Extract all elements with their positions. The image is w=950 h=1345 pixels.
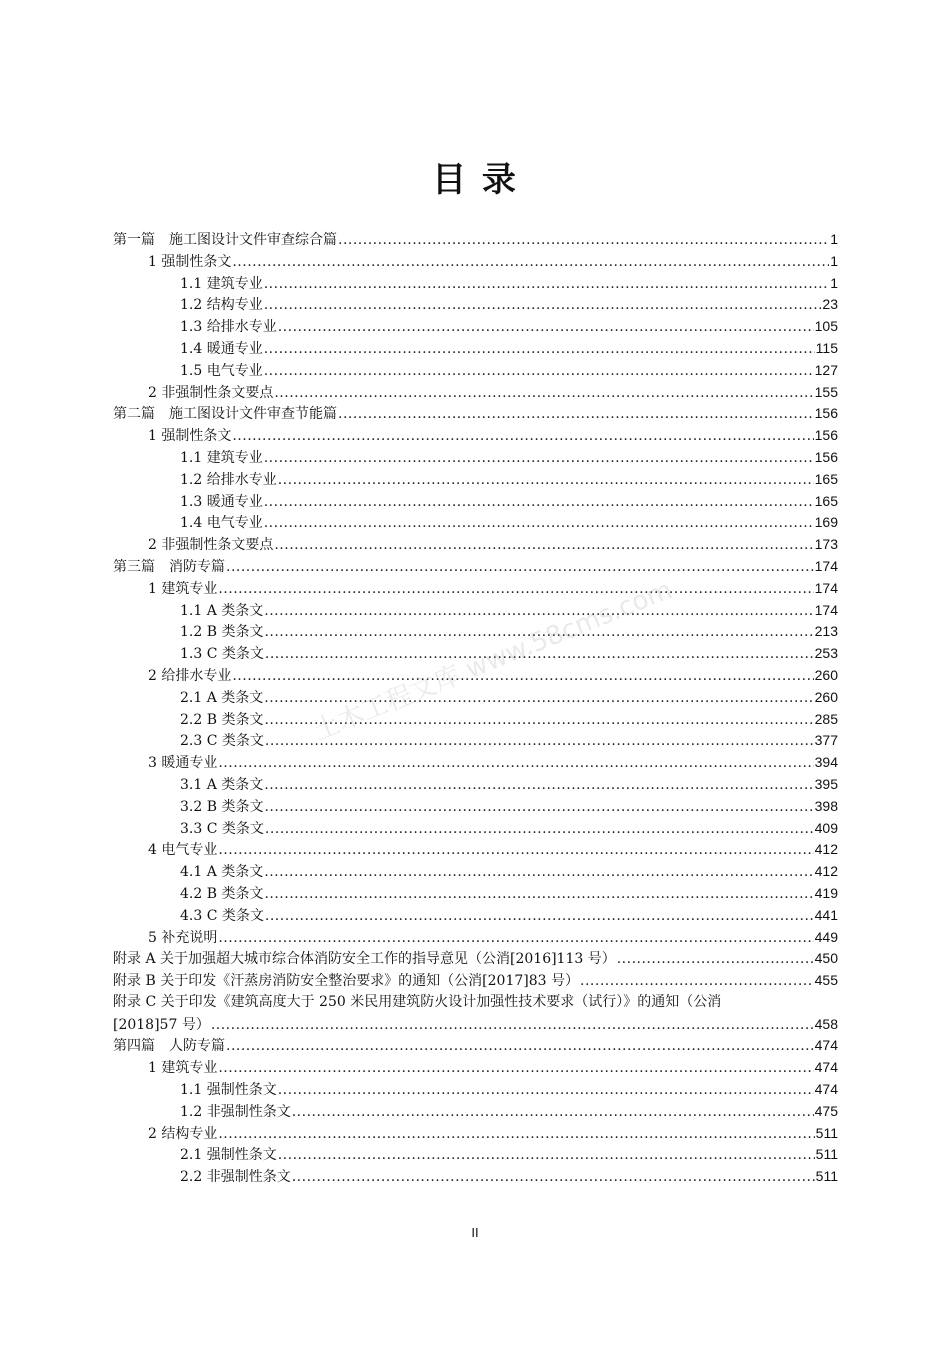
toc-entry-label: 1.1 建筑专业 — [180, 449, 263, 466]
toc-entry[interactable] — [113, 665, 838, 687]
toc-entry[interactable] — [113, 512, 838, 534]
dot-leader — [226, 557, 814, 579]
dot-leader — [211, 1015, 814, 1037]
dot-leader — [264, 862, 813, 884]
toc-entry-label: 3.1 A 类条文 — [180, 776, 264, 793]
dot-leader — [264, 775, 813, 797]
toc-entry-label: 1.1 建筑专业 — [180, 275, 263, 292]
toc-entry-label: 第一篇 施工图设计文件审查综合篇 — [113, 232, 337, 248]
dot-leader — [218, 928, 813, 950]
dot-leader — [265, 819, 814, 841]
toc-entry-label: 2.3 C 类条文 — [180, 733, 264, 750]
dot-leader — [278, 317, 814, 339]
toc-entry[interactable] — [113, 403, 838, 425]
toc-entry[interactable] — [113, 905, 838, 927]
dot-leader — [278, 1080, 814, 1102]
toc-entry-page: 253 — [814, 645, 838, 662]
dot-leader — [338, 404, 814, 426]
toc-entry-label: 2 结构专业 — [148, 1125, 218, 1142]
toc-entry[interactable] — [113, 1101, 838, 1123]
toc-entry[interactable] — [113, 687, 838, 709]
toc-entry[interactable] — [113, 600, 838, 622]
toc-entry[interactable] — [113, 883, 838, 905]
toc-entry-label: 附录 A 关于加强超大城市综合体消防安全工作的指导意见（公消[2016]113 号） — [113, 951, 616, 968]
toc-entry-label: 2.2 B 类条文 — [180, 711, 264, 728]
toc-entry[interactable] — [113, 1057, 838, 1079]
toc-entry-label: 1.4 暖通专业 — [180, 340, 263, 357]
toc-entry-label-continued: [2018]57 号） — [113, 1016, 210, 1033]
dot-leader — [274, 383, 813, 405]
toc-entry-label: 2 非强制性条文要点 — [148, 384, 274, 401]
toc-entry-page: 458 — [814, 1015, 838, 1032]
toc-entry[interactable] — [113, 1123, 838, 1145]
toc-entry-page: 174 — [814, 557, 838, 574]
toc-entry-label: 1 强制性条文 — [148, 428, 232, 445]
toc-entry-label: 1.1 A 类条文 — [180, 602, 264, 619]
dot-leader — [264, 295, 822, 317]
toc-entry-label: 附录 B 关于印发《汗蒸房消防安全整治要求》的通知（公消[2017]83 号） — [113, 973, 580, 990]
toc-entry-label: 1.4 电气专业 — [180, 515, 263, 532]
toc-entry[interactable] — [113, 752, 838, 774]
toc-entry-page: 155 — [814, 383, 838, 400]
toc-entry-label: 1 建筑专业 — [148, 580, 218, 597]
dot-leader — [232, 252, 829, 274]
toc-entry-page: 1 — [830, 274, 838, 291]
dot-leader — [338, 230, 829, 252]
toc-entry-page: 156 — [814, 427, 838, 444]
toc-entry-label: 第二篇 施工图设计文件审查节能篇 — [113, 406, 337, 423]
toc-entry[interactable] — [113, 796, 838, 818]
toc-entry-label: 3.3 C 类条文 — [180, 820, 264, 837]
toc-entry-label: 1.3 暖通专业 — [180, 493, 263, 510]
toc-entry-label: 4.3 C 类条文 — [180, 907, 264, 924]
watermark: 土木工程文库 www.58cms.com — [309, 574, 677, 747]
dot-leader — [264, 274, 829, 296]
toc-entry-page: 455 — [814, 972, 838, 989]
dot-leader — [264, 688, 813, 710]
toc-entry-page: 165 — [814, 492, 838, 509]
toc-entry[interactable] — [113, 1079, 838, 1101]
toc-entry-page: 174 — [814, 601, 838, 618]
toc-entry-label: 1.5 电气专业 — [180, 362, 263, 379]
toc-entry[interactable] — [113, 316, 838, 338]
toc-entry-label: 1.1 强制性条文 — [180, 1082, 277, 1099]
toc-entry[interactable] — [113, 839, 838, 861]
toc-entry[interactable] — [113, 556, 838, 578]
toc-entry[interactable] — [113, 643, 838, 665]
toc-entry[interactable] — [113, 709, 838, 731]
dot-leader — [232, 666, 813, 688]
toc-entry-page: 395 — [814, 775, 838, 792]
dot-leader — [278, 470, 814, 492]
toc-entry[interactable] — [113, 578, 838, 600]
toc-entry-page: 127 — [814, 361, 838, 378]
toc-entry-page: 105 — [814, 318, 838, 335]
dot-leader — [264, 492, 814, 514]
toc-entry-page: 409 — [814, 819, 838, 836]
dot-leader — [292, 1167, 815, 1189]
toc-entry[interactable] — [113, 491, 838, 513]
dot-leader — [580, 971, 814, 993]
toc-entry[interactable] — [113, 621, 838, 643]
dot-leader — [264, 884, 813, 906]
toc-entry-page: 511 — [815, 1146, 838, 1163]
toc-entry-page: 511 — [815, 1168, 838, 1185]
dot-leader — [232, 426, 813, 448]
toc-entry-label: 3.2 B 类条文 — [180, 798, 264, 815]
toc-entry[interactable] — [113, 730, 838, 752]
toc-entry-label: 4 电气专业 — [148, 842, 218, 859]
dot-leader — [278, 1145, 815, 1167]
toc-entry-label: 4.2 B 类条文 — [180, 885, 264, 902]
toc-entry[interactable] — [113, 382, 838, 404]
toc-entry-page: 474 — [814, 1037, 838, 1054]
toc-entry[interactable] — [113, 948, 838, 970]
dot-leader — [264, 601, 813, 623]
dot-leader — [617, 949, 814, 971]
toc-entry-page: 285 — [814, 710, 838, 727]
toc-entry[interactable] — [113, 927, 838, 949]
toc-entry-page: 156 — [814, 405, 838, 422]
toc-entry-page: 165 — [814, 470, 838, 487]
dot-leader — [264, 339, 815, 361]
dot-leader — [292, 1102, 814, 1124]
dot-leader — [218, 1058, 813, 1080]
toc-entry-page: 474 — [814, 1059, 838, 1076]
toc-entry-label: 2.1 A 类条文 — [180, 689, 264, 706]
toc-entry-page: 173 — [814, 536, 838, 553]
toc-entry[interactable] — [113, 774, 838, 796]
toc-entry-page: 169 — [814, 514, 838, 531]
toc-entry[interactable] — [113, 1035, 838, 1057]
toc-entry-label: 2.1 强制性条文 — [180, 1147, 277, 1164]
toc-entry-label: 1.3 给排水专业 — [180, 319, 277, 336]
toc-entry-label: 2 非强制性条文要点 — [148, 537, 274, 554]
toc-entry-label: 4.1 A 类条文 — [180, 864, 264, 881]
toc-entry-page: 398 — [814, 797, 838, 814]
dot-leader — [218, 1124, 814, 1146]
toc-entry-label: 1 强制性条文 — [148, 253, 232, 270]
toc-entry-page: 441 — [814, 906, 838, 923]
toc-entry-label: 1.2 结构专业 — [180, 297, 263, 314]
toc-entry[interactable] — [113, 447, 838, 469]
toc-entry[interactable] — [113, 818, 838, 840]
toc-entry-page: 260 — [814, 688, 838, 705]
footer-page-number: II — [471, 1225, 479, 1240]
dot-leader — [264, 797, 813, 819]
toc-entry-label: 第四篇 人防专篇 — [113, 1038, 225, 1055]
dot-leader — [218, 579, 813, 601]
toc-entry[interactable] — [113, 469, 838, 491]
toc-entry[interactable] — [113, 1014, 838, 1036]
dot-leader — [264, 448, 814, 470]
dot-leader — [264, 622, 813, 644]
toc-entry[interactable] — [113, 229, 838, 251]
toc-entry-page: 174 — [814, 579, 838, 596]
toc-entry-page: 377 — [814, 732, 838, 749]
toc-entry-page: 511 — [815, 1124, 838, 1141]
toc-entry[interactable] — [113, 970, 838, 992]
toc-entry-page: 412 — [814, 841, 838, 858]
toc-entry[interactable] — [113, 294, 838, 316]
toc-entry-page: 450 — [814, 950, 838, 967]
toc-entry[interactable] — [113, 338, 838, 360]
dot-leader — [265, 644, 814, 666]
dot-leader — [264, 361, 814, 383]
toc-entry-page: 475 — [814, 1102, 838, 1119]
dot-leader — [264, 710, 813, 732]
toc-entry-label: 1.2 给排水专业 — [180, 471, 277, 488]
toc-entry[interactable] — [113, 360, 838, 382]
toc-entry[interactable] — [113, 251, 838, 273]
toc-entry-page: 474 — [814, 1081, 838, 1098]
toc-entry[interactable] — [113, 1144, 838, 1166]
toc-entry-label: 1 建筑专业 — [148, 1060, 218, 1077]
toc-entry-label: 2 给排水专业 — [148, 667, 232, 684]
toc-entry[interactable] — [113, 861, 838, 883]
toc-entry-label: 3 暖通专业 — [148, 755, 218, 772]
toc-entry-page: 156 — [814, 448, 838, 465]
toc-entry[interactable] — [113, 534, 838, 556]
toc-entry-page: 449 — [814, 928, 838, 945]
toc-entry-label[interactable]: 附录 C 关于印发《建筑高度大于 250 米民用建筑防火设计加强性技术要求（试行）》的通知（公消 — [113, 993, 722, 1010]
toc-entry-page: 394 — [814, 754, 838, 771]
dot-leader — [226, 1036, 814, 1058]
dot-leader — [274, 535, 813, 557]
toc-entry[interactable] — [113, 273, 838, 295]
toc-entry-page: 419 — [814, 884, 838, 901]
dot-leader — [218, 840, 813, 862]
dot-leader — [265, 906, 814, 928]
toc-entry-label: 第三篇 消防专篇 — [113, 558, 225, 575]
dot-leader — [265, 731, 814, 753]
dot-leader — [218, 753, 813, 775]
toc-entry-label: 5 补充说明 — [148, 929, 218, 946]
toc-title: 目 录 — [432, 160, 518, 200]
toc-entry-page: 1 — [830, 231, 838, 247]
toc-entry-page: 260 — [814, 666, 838, 683]
toc-entry-page: 1 — [830, 252, 838, 269]
toc-entry-page: 213 — [814, 623, 838, 640]
toc-entry-label: 1.2 B 类条文 — [180, 624, 264, 641]
toc-entry-label: 2.2 非强制性条文 — [180, 1169, 291, 1186]
toc-entry-label: 1.2 非强制性条文 — [180, 1103, 291, 1120]
toc-entry-page: 23 — [822, 296, 838, 313]
toc-entry[interactable] — [113, 1166, 838, 1188]
toc-entry-label: 1.3 C 类条文 — [180, 646, 264, 663]
table-of-contents — [113, 229, 838, 1188]
toc-entry[interactable] — [113, 425, 838, 447]
toc-entry-page: 412 — [814, 863, 838, 880]
dot-leader — [264, 513, 814, 535]
toc-entry-page: 115 — [815, 339, 838, 356]
